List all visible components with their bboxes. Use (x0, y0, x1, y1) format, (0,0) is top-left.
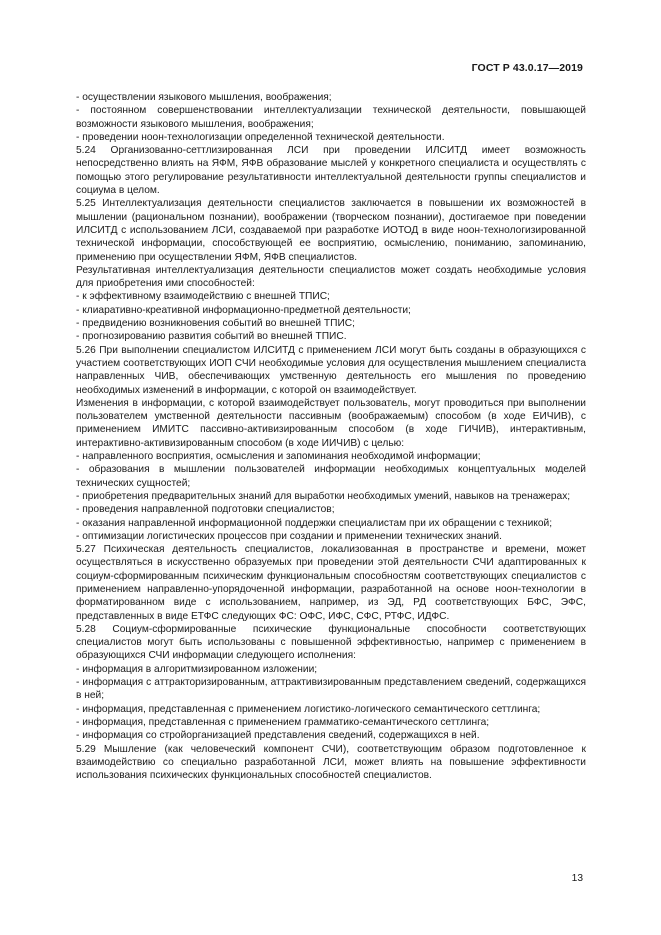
paragraph: - оказания направленной информационной поддержки специалистам при их обращении с техникой; (76, 517, 553, 529)
paragraph: - клиаративно-креативной информационно-предметной деятельности; (76, 304, 411, 316)
paragraph: 5.26 При выполнении специалистом ИЛСИТД с применением ЛСИ могут быть созданы в образующихся с участием соответствующих ИОП СЧИ необходимые условия для осуществления мышлением специалиста направленных ЧИВ, обеспечивающих умственную деятельность его мышления по проведению необходимых изменений в информации, с которой он взаимодействует. (76, 344, 586, 396)
paragraph: - осуществлении языкового мышления, воображения; (76, 92, 332, 103)
paragraph: Изменения в информации, с которой взаимодействует пользователь, могут проводиться при выполнении пользователем умственной деятельности пассивным (воображаемым) способом (в ходе ЕИЧИВ), с применением ИМИТС пассивно-активизированным способом (в ходе ГИЧИВ), интерактивным, интерактивно-активизированным способом (в ходе ИИЧИВ) с целью: (76, 397, 586, 449)
paragraph: - образования в мышлении пользователей информации необходимых концептуальных моделей технических сущностей; (76, 464, 586, 489)
paragraph: - постоянном совершенствовании интеллектуализации технической деятельности, повышающей возможности языкового мышления, воображения; (76, 105, 586, 130)
paragraph: 5.25 Интеллектуализация деятельности специалистов заключается в повышении их возможностей в мышлении (рациональном познании), воображении (творческом познании), достигаемое при поведении ИЛСИТД с использованием ЛСИ, создаваемой при разработке ИОТОД в виде ноон-технологизированной технической информации, способствующей ее восприятию, осмыслению, пониманию, запоминанию, применению при осуществлении ЯФМ, ЯФВ специалистов. (76, 198, 586, 263)
paragraph: 5.24 Организованно-сеттлизированная ЛСИ при проведении ИЛСИТД имеет возможность непосредственно влиять на ЯФМ, ЯФВ образование мыслей у конкретного специалиста и осуществлять с помощью этого регулирование результативности интеллектуальной деятельности группы специалистов и социума в целом. (76, 145, 586, 197)
paragraph: - предвидению возникновения событий во внешней ТПИС; (76, 318, 355, 330)
paragraph: - информация с аттракторизированным, аттрактивизированным представлением сведений, содержащихся в ней; (76, 677, 586, 702)
document-code: ГОСТ Р 43.0.17—2019 (471, 62, 583, 74)
paragraph: - информация, представленная с применением логистико-логического семантического сеттлинга; (76, 703, 541, 715)
paragraph: - проведении ноон-технологизации определенной технической деятельности. (76, 131, 445, 143)
paragraph: - прогнозированию развития событий во внешней ТПИС. (76, 331, 347, 343)
paragraph: - проведения направленной подготовки специалистов; (76, 504, 335, 516)
page-number: 13 (571, 873, 583, 884)
paragraph: - к эффективному взаимодействию с внешней ТПИС; (76, 291, 330, 303)
paragraph: - приобретения предварительных знаний для выработки необходимых умений, навыков на тренажерах; (76, 490, 571, 502)
paragraph: - оптимизации логистических процессов при создании и применении технических знаний. (76, 530, 502, 542)
paragraph: - информация, представленная с применением грамматико-семантического сеттлинга; (76, 716, 490, 728)
paragraph: 5.29 Мышление (как человеческий компонент СЧИ), соответствующим образом подготовленное к взаимодействию со специально разработанной ЛСИ, может влиять на повышение эффективности использования психических функциональных способностей специалистов. (76, 743, 586, 782)
paragraph: 5.28 Социум-сформированные психические функциональные способности соответствующих специалистов могут быть использованы с повышенной эффективностью, например с применением в образующихся СЧИ информации следующего исполнения: (76, 623, 586, 662)
body-text (76, 91, 586, 782)
paragraph: Результативная интеллектуализация деятельности специалистов может создать необходимые условия для приобретения ими способностей: (76, 264, 586, 290)
paragraph: - информация в алгоритмизированном изложении; (76, 663, 318, 675)
paragraph: - направленного восприятия, осмысления и запоминания необходимой информации; (76, 451, 481, 463)
paragraph: 5.27 Психическая деятельность специалистов, локализованная в пространстве и времени, может осуществляться в искусственно образуемых при проведении этой деятельности СЧИ адаптированных к социум-сформированным психическим функциональным способностям соответствующих специалистов с применением направленно-упорядоченной информации, разработанной на основе ноон-технологии в форматированном виде с использованием, например, из ЭД, РД соответствующих БФС, ЭФС, представленных в виде ЕТФС следующих ФС: ОФС, ИФС, СФС, РТФС, ИДФС. (76, 544, 586, 622)
paragraph: - информация со стройорганизацией представления сведений, содержащихся в ней. (76, 730, 480, 742)
